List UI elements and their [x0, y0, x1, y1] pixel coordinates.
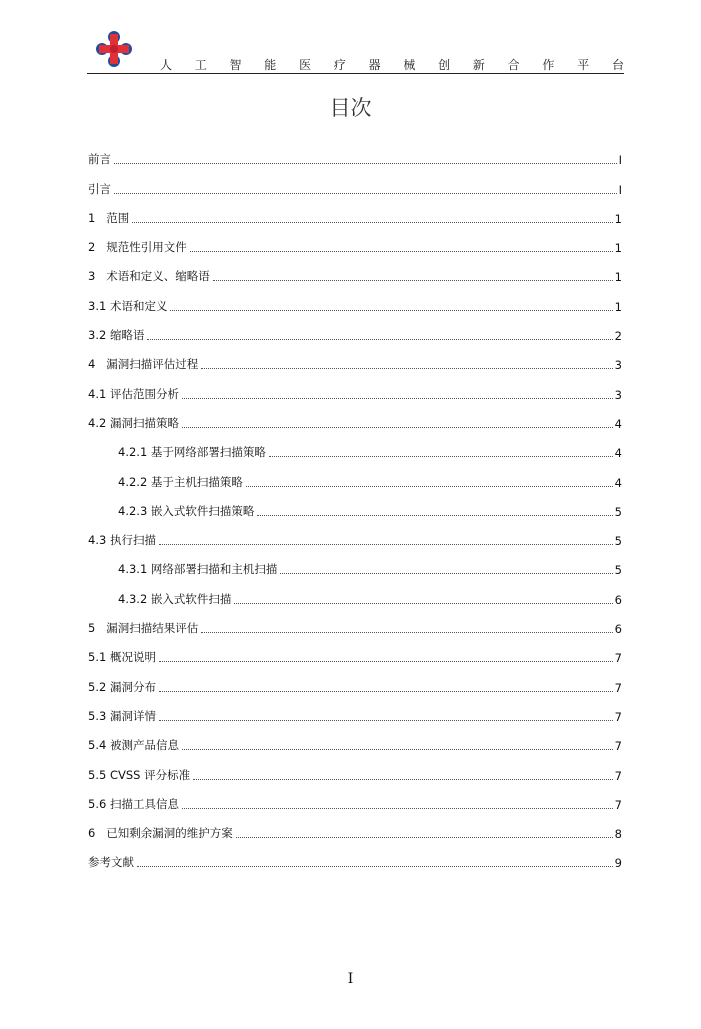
toc-leader-dots — [190, 251, 613, 252]
header-title-char: 创 — [438, 58, 451, 72]
toc-entry[interactable] — [88, 519, 622, 548]
toc-entry-page: 8 — [614, 827, 622, 842]
toc-entry[interactable] — [88, 636, 622, 665]
toc-entry-label: 4.3.1 网络部署扫描和主机扫描 — [118, 562, 278, 577]
header-title-char: 医 — [299, 58, 312, 72]
toc-entry-label: 前言 — [88, 152, 111, 167]
toc-leader-dots — [159, 544, 613, 545]
toc-entry[interactable] — [88, 724, 622, 753]
header-title-char: 作 — [542, 58, 555, 72]
toc-entry-page: I — [618, 182, 622, 197]
toc-entry-label: 2 规范性引用文件 — [88, 240, 187, 255]
toc-leader-dots — [170, 310, 612, 311]
toc-leader-dots — [114, 163, 617, 164]
toc-entry[interactable] — [88, 226, 622, 255]
toc-entry[interactable] — [88, 695, 622, 724]
toc-entry-page: 2 — [614, 329, 622, 344]
toc-entry-label: 3 术语和定义、缩略语 — [88, 269, 210, 284]
header-title-char: 能 — [264, 58, 277, 72]
toc-entry-label: 4 漏洞扫描评估过程 — [88, 357, 199, 372]
toc-entry-label: 4.2 漏洞扫描策略 — [88, 415, 179, 430]
header-divider — [87, 73, 624, 74]
header-title-char: 械 — [403, 58, 416, 72]
toc-leader-dots — [246, 486, 613, 487]
header-title-char: 平 — [577, 58, 590, 72]
toc-leader-dots — [269, 456, 613, 457]
toc-entry[interactable] — [88, 255, 622, 284]
toc-leader-dots — [147, 339, 612, 340]
toc-entry-page: 6 — [614, 622, 622, 637]
toc-entry-label: 3.1 术语和定义 — [88, 298, 168, 313]
toc-entry-page: 3 — [614, 358, 622, 373]
logo-icon — [96, 31, 132, 67]
toc-entry-page: 4 — [614, 416, 622, 431]
toc-leader-dots — [182, 808, 613, 809]
toc-entry[interactable] — [88, 490, 622, 519]
toc-entry-page: 7 — [614, 739, 622, 754]
toc-entry-label: 5.5 CVSS 评分标准 — [88, 767, 191, 782]
page-number: I — [347, 971, 354, 987]
toc-entry-label: 4.2.2 基于主机扫描策略 — [118, 474, 243, 489]
header-title-char: 工 — [194, 58, 207, 72]
toc-leader-dots — [236, 837, 613, 838]
toc-leader-dots — [257, 515, 612, 516]
toc-entry-page: 5 — [614, 563, 622, 578]
toc-entry-page: 1 — [614, 299, 622, 314]
header-title-char: 台 — [611, 58, 624, 72]
toc-entry-label: 4.3.2 嵌入式软件扫描 — [118, 591, 232, 606]
toc-entry-page: 4 — [614, 475, 622, 490]
toc-entry-page: 7 — [614, 680, 622, 695]
toc-leader-dots — [159, 661, 613, 662]
toc-entry[interactable] — [88, 753, 622, 782]
toc-entry-page: 7 — [614, 709, 622, 724]
header-title-char: 新 — [472, 58, 485, 72]
header-title-char: 疗 — [333, 58, 346, 72]
toc-entry[interactable] — [88, 138, 622, 167]
toc-entry-label: 1 范围 — [88, 210, 130, 225]
toc-entry-page: 1 — [614, 211, 622, 226]
toc-entry-label: 6 已知剩余漏洞的维护方案 — [88, 826, 233, 841]
toc-title: 目次 — [329, 96, 372, 120]
toc-leader-dots — [137, 866, 613, 867]
toc-entry-page: 1 — [614, 270, 622, 285]
toc-entry[interactable] — [88, 167, 622, 196]
toc-entry-label: 4.3 执行扫描 — [88, 533, 156, 548]
toc-entry-label: 5 漏洞扫描结果评估 — [88, 621, 199, 636]
toc-leader-dots — [201, 368, 612, 369]
toc-leader-dots — [280, 573, 612, 574]
toc-entry-label: 5.1 概况说明 — [88, 650, 156, 665]
toc-entry[interactable] — [88, 607, 622, 636]
toc-entry-label: 引言 — [88, 181, 111, 196]
toc-entry-label: 5.4 被测产品信息 — [88, 738, 179, 753]
table-of-contents — [88, 138, 622, 870]
toc-leader-dots — [114, 193, 617, 194]
toc-entry[interactable] — [88, 431, 622, 460]
toc-leader-dots — [182, 427, 613, 428]
toc-entry[interactable] — [88, 314, 622, 343]
toc-entry-label: 3.2 缩略语 — [88, 328, 145, 343]
toc-leader-dots — [213, 280, 613, 281]
toc-entry-page: 6 — [614, 592, 622, 607]
toc-leader-dots — [159, 691, 613, 692]
toc-entry-label: 5.3 漏洞详情 — [88, 708, 156, 723]
toc-entry-page: I — [618, 153, 622, 168]
toc-entry-page: 1 — [614, 241, 622, 256]
toc-entry[interactable] — [88, 460, 622, 489]
header-title-char: 人 — [160, 58, 173, 72]
toc-entry-page: 5 — [614, 534, 622, 549]
toc-entry-page: 7 — [614, 797, 622, 812]
toc-entry-page: 9 — [614, 856, 622, 871]
toc-entry[interactable] — [88, 783, 622, 812]
toc-leader-dots — [234, 603, 612, 604]
toc-leader-dots — [193, 779, 613, 780]
toc-entry-page: 4 — [614, 446, 622, 461]
toc-leader-dots — [132, 222, 612, 223]
toc-entry[interactable] — [88, 402, 622, 431]
header-title — [160, 56, 624, 73]
toc-entry[interactable] — [88, 372, 622, 401]
toc-entry[interactable] — [88, 343, 622, 372]
toc-entry-page: 5 — [614, 504, 622, 519]
toc-entry-label: 参考文献 — [88, 855, 134, 870]
toc-entry-label: 4.2.3 嵌入式软件扫描策略 — [118, 503, 255, 518]
toc-leader-dots — [201, 632, 612, 633]
toc-entry[interactable] — [88, 548, 622, 577]
toc-entry[interactable] — [88, 812, 622, 841]
toc-entry-page: 7 — [614, 768, 622, 783]
toc-entry-label: 4.2.1 基于网络部署扫描策略 — [118, 445, 266, 460]
toc-entry[interactable] — [88, 577, 622, 606]
toc-leader-dots — [182, 749, 613, 750]
toc-entry-page: 3 — [614, 387, 622, 402]
header-title-char: 器 — [368, 58, 381, 72]
header-title-char: 合 — [507, 58, 520, 72]
toc-leader-dots — [159, 720, 613, 721]
toc-entry[interactable] — [88, 665, 622, 694]
toc-leader-dots — [182, 398, 613, 399]
toc-entry-label: 5.2 漏洞分布 — [88, 679, 156, 694]
header-title-char: 智 — [229, 58, 242, 72]
toc-entry-page: 7 — [614, 651, 622, 666]
toc-entry[interactable] — [88, 197, 622, 226]
toc-entry[interactable] — [88, 841, 622, 870]
toc-entry[interactable] — [88, 284, 622, 313]
toc-entry-label: 5.6 扫描工具信息 — [88, 796, 179, 811]
toc-entry-label: 4.1 评估范围分析 — [88, 386, 179, 401]
